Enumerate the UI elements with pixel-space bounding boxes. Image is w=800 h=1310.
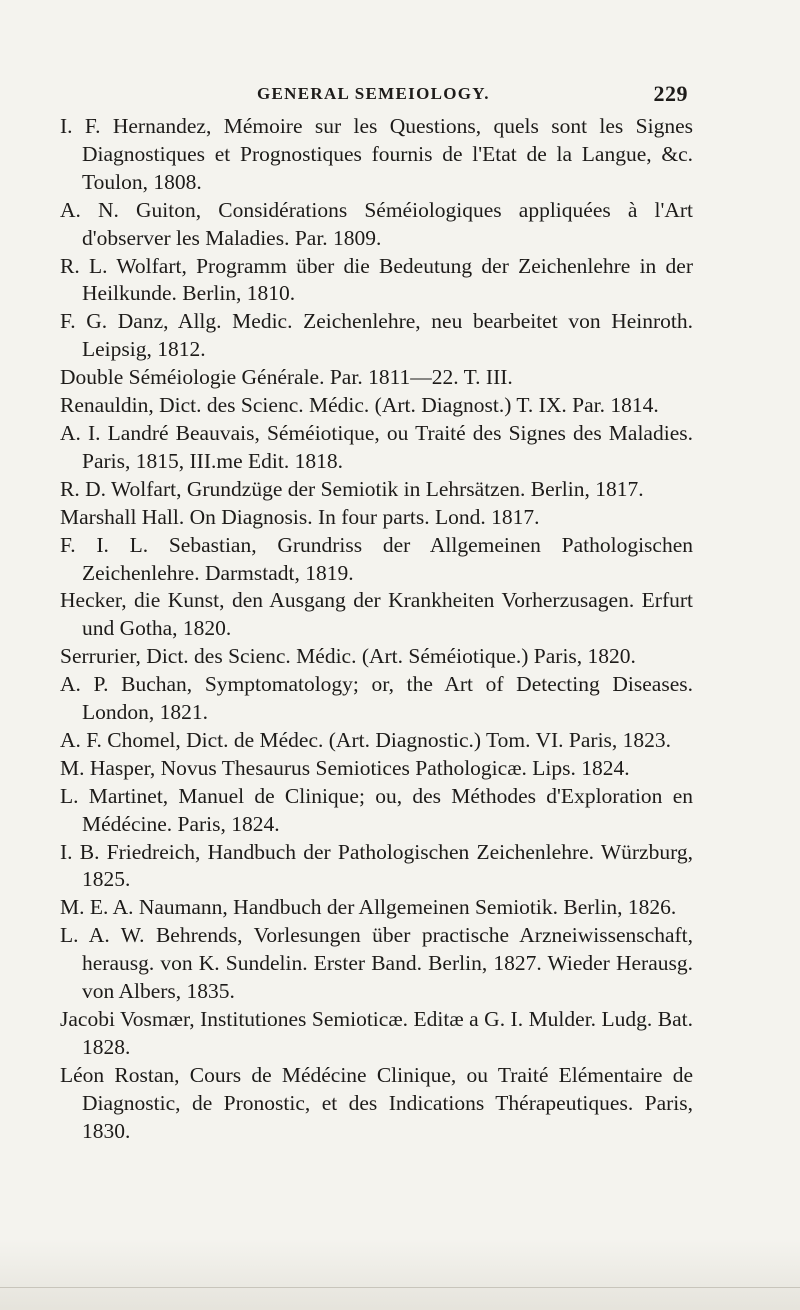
bibliography-entry: Léon Rostan, Cours de Médécine Clinique, ou Traité Elémentaire de Diagnostic, de Pronostic, et des Indications Thérapeutiques. Paris, 1830. [60, 1062, 693, 1143]
bibliography-entry: A. P. Buchan, Symptomatology; or, the Art of Detecting Diseases. London, 1821. [60, 672, 693, 725]
bibliography-entry: M. E. A. Naumann, Handbuch der Allgemeinen Semiotik. Berlin, 1826. [60, 895, 677, 920]
bibliography-entry: F. G. Danz, Allg. Medic. Zeichenlehre, neu bearbeitet von Heinroth. Leipsig, 1812. [60, 309, 693, 362]
bibliography-entry: A. N. Guiton, Considérations Séméiologiques appliquées à l'Art d'observer les Maladies. Par. 1809. [60, 197, 693, 250]
page-number: 229 [653, 81, 688, 106]
bibliography-entry: M. Hasper, Novus Thesaurus Semiotices Pathologicæ. Lips. 1824. [60, 755, 630, 780]
bibliography-entry: F. I. L. Sebastian, Grundriss der Allgemeinen Pathologischen Zeichenlehre. Darmstadt, 1819. [60, 532, 693, 585]
bibliography-entry: Jacobi Vosmær, Institutiones Semioticæ. Editæ a G. I. Mulder. Ludg. Bat. 1828. [60, 1007, 693, 1059]
bibliography-entry: A. I. Landré Beauvais, Séméiotique, ou Traité des Signes des Maladies. Paris, 1815, III.me Edit. 1818. [60, 420, 693, 473]
bibliography-entry: I. F. Hernandez, Mémoire sur les Questions, quels sont les Signes Diagnostiques et Prognostiques fournis de l'Etat de la Langue, &c. Toulon, 1808. [60, 114, 693, 194]
page-bottom-edge [0, 1240, 800, 1310]
bibliography-entry: Renauldin, Dict. des Scienc. Médic. (Art. Diagnost.) T. IX. Par. 1814. [60, 393, 659, 418]
bibliography-list [60, 113, 693, 1146]
page-edge-line [0, 1287, 800, 1288]
bibliography-entry: Double Séméiologie Générale. Par. 1811—22. T. III. [60, 365, 513, 390]
bibliography-entry: Marshall Hall. On Diagnosis. In four parts. Lond. 1817. [60, 504, 540, 529]
bibliography-entry: R. L. Wolfart, Programm über die Bedeutung der Zeichenlehre in der Heilkunde. Berlin, 1810. [60, 253, 693, 306]
bibliography-entry: Hecker, die Kunst, den Ausgang der Krankheiten Vorherzusagen. Erfurt und Gotha, 1820. [60, 588, 693, 641]
bibliography-entry: L. A. W. Behrends, Vorlesungen über practische Arzneiwissenschaft, herausg. von K. Sundelin. Erster Band. Berlin, 1827. Wieder Herausg. von Albers, 1835. [60, 923, 693, 1004]
bibliography-entry: L. Martinet, Manuel de Clinique; ou, des Méthodes d'Exploration en Médécine. Paris, 1824. [60, 783, 693, 836]
running-title: GENERAL SEMEIOLOGY. [257, 84, 490, 103]
bibliography-entry: Serrurier, Dict. des Scienc. Médic. (Art. Séméiotique.) Paris, 1820. [60, 644, 636, 669]
bibliography-entry: A. F. Chomel, Dict. de Médec. (Art. Diagnostic.) Tom. VI. Paris, 1823. [60, 727, 672, 752]
bibliography-entry: I. B. Friedreich, Handbuch der Pathologischen Zeichenlehre. Würzburg, 1825. [60, 839, 693, 892]
running-head [60, 81, 688, 108]
bibliography-entry: R. D. Wolfart, Grundzüge der Semiotik in Lehrsätzen. Berlin, 1817. [60, 476, 644, 501]
